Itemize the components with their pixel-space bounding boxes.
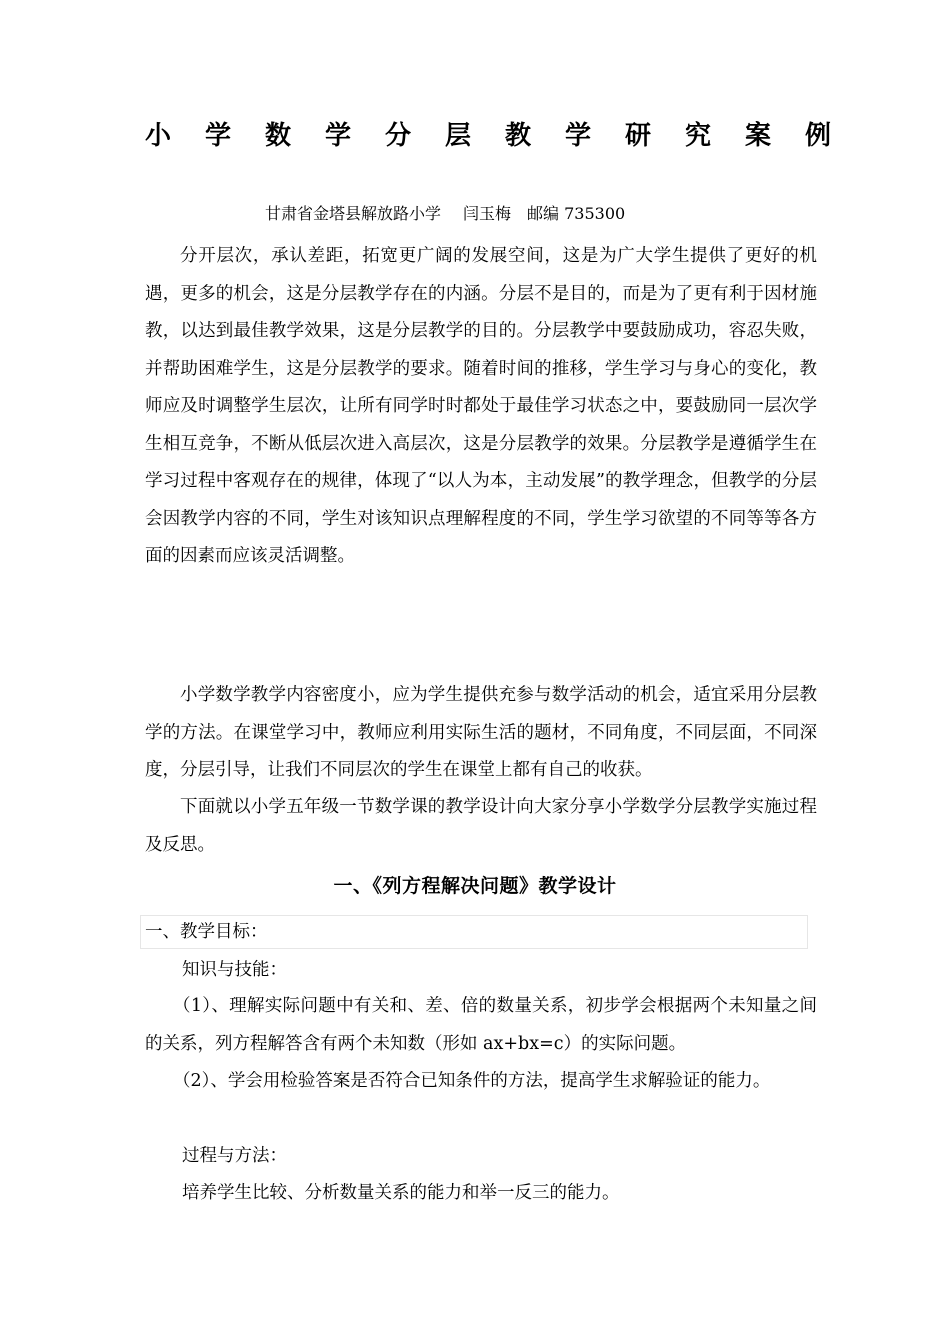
document-title: 小学数学分层教学研究案例 [145,121,866,151]
objective-item-1: （1）、理解实际问题中有关和、差、倍的数量关系，初步学会根据两个未知量之间的关系，列方程解答含有两个未知数（形如 ax+bx=c）的实际问题。 [145,996,817,1054]
objectives-heading: 一、教学目标： [140,915,808,949]
byline-school: 甘肃省金塔县解放路小学 [265,204,442,223]
objective-item-2: （2）、学会用检验答案是否符合已知条件的方法，提高学生求解验证的能力。 [173,1071,771,1091]
section-heading: 一、《列方程解决问题》教学设计 [333,875,617,897]
intro-paragraph-1: 分开层次，承认差距，拓宽更广阔的发展空间，这是为广大学生提供了更好的机遇，更多的机会，这是分层教学存在的内涵。分层不是目的，而是为了更有利于因材施教，以达到最佳教学效果，这是分层教学的目的。分层教学中要鼓励成功，容忍失败，并帮助困难学生，这是分层教学的要求。随着时间的推移，学生学习与身心的变化，教师应及时调整学生层次，让所有同学时时都处于最佳学习状态之中，要鼓励同一层次学生相互竞争，不断从低层次进入高层次，这是分层教学的效果。分层教学是遵循学生在学习过程中客观存在的规律，体现了“以人为本，主动发展”的教学理念，但教学的分层会因教学内容的不同，学生对该知识点理解程度的不同，学生学习欲望的不同等等各方面的因素而应该灵活调整。 [145,246,817,566]
process-method-text: 培养学生比较、分析数量关系的能力和举一反三的能力。 [182,1183,620,1203]
intro-paragraph-2: 小学数学教学内容密度小，应为学生提供充参与数学活动的机会，适宜采用分层教学的方法。在课堂学习中，教师应利用实际生活的题材，不同角度，不同层面，不同深度，分层引导，让我们不同层次的学生在课堂上都有自己的收获。 [145,685,817,780]
knowledge-skills-label: 知识与技能： [182,960,287,980]
intro-paragraph-3: 下面就以小学五年级一节数学课的教学设计向大家分享小学数学分层教学实施过程及反思。 [145,797,817,855]
process-method-label: 过程与方法： [182,1146,287,1166]
byline-postcode: 邮编 735300 [527,204,626,223]
byline [265,201,625,227]
byline-author: 闫玉梅 [463,204,512,223]
